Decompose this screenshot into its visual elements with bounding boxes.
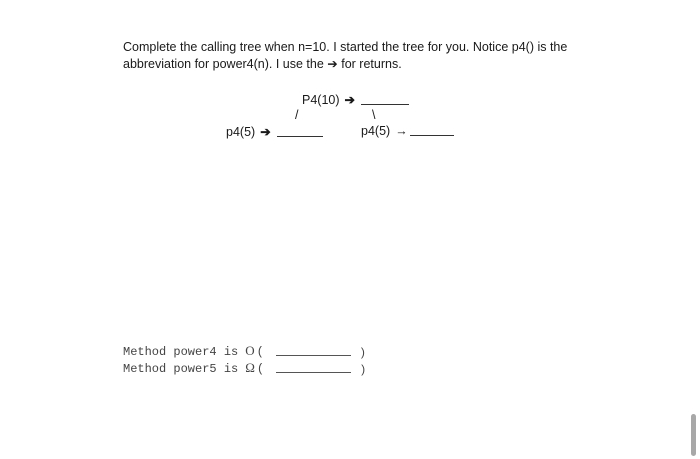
method-power5-line xyxy=(123,360,365,376)
close-paren: ) xyxy=(360,345,365,359)
instructions-line-2: abbreviation for power4(n). I use the ➔ for returns. xyxy=(123,57,402,71)
method-power5-text: Method power5 is xyxy=(123,362,239,376)
big-o-symbol: O xyxy=(245,343,255,358)
scrollbar-thumb[interactable] xyxy=(691,414,696,456)
tree-left-child-node xyxy=(226,124,323,139)
root-return-blank[interactable] xyxy=(361,103,409,105)
open-paren: ( xyxy=(256,345,264,359)
return-arrow-icon: → xyxy=(395,124,408,138)
left-child-return-blank[interactable] xyxy=(277,135,323,137)
right-child-return-blank[interactable] xyxy=(410,134,454,136)
power5-complexity-blank[interactable] xyxy=(276,372,351,373)
instructions-text xyxy=(123,39,593,73)
tree-root-node xyxy=(302,92,409,107)
instructions-line-1: Complete the calling tree when n=10. I started the tree for you. Notice p4() is the xyxy=(123,40,568,54)
method-power4-line xyxy=(123,343,365,359)
method-power4-text: Method power4 is xyxy=(123,345,239,359)
root-label: P4(10) xyxy=(302,93,340,107)
return-arrow-icon: ➔ xyxy=(344,93,356,107)
return-arrow-icon: ➔ xyxy=(260,125,271,139)
big-omega-symbol: Ω xyxy=(245,360,255,375)
right-child-label: p4(5) xyxy=(361,124,391,138)
close-paren: ) xyxy=(361,362,366,376)
tree-right-child-node xyxy=(361,124,454,138)
left-edge: / xyxy=(295,108,299,122)
left-child-label: p4(5) xyxy=(226,125,256,139)
open-paren: ( xyxy=(256,362,265,376)
right-edge: \ xyxy=(372,108,376,122)
power4-complexity-blank[interactable] xyxy=(276,355,351,356)
